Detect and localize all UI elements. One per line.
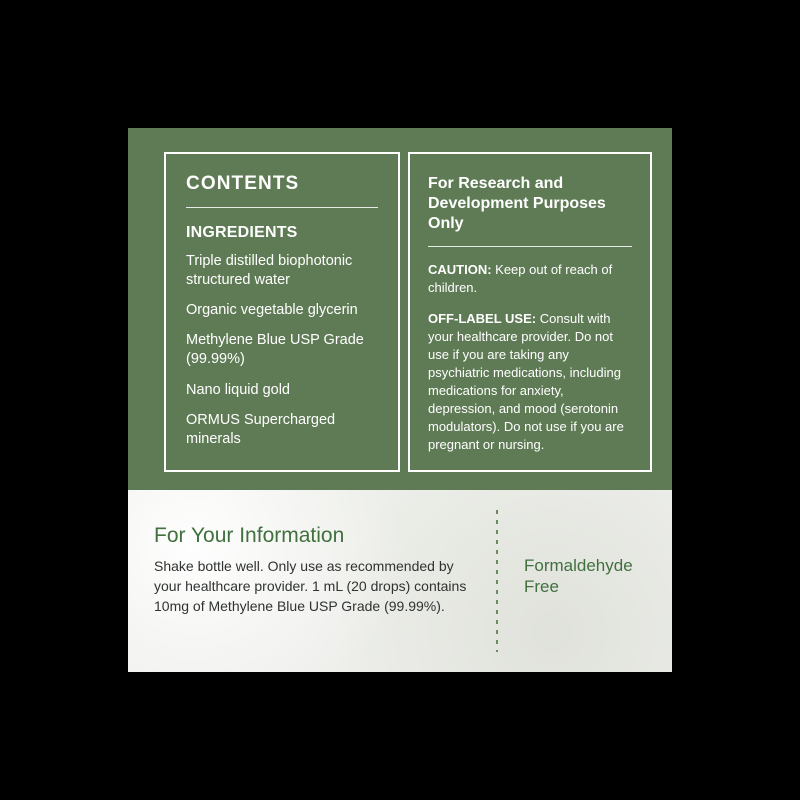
offlabel-paragraph [428, 310, 632, 454]
formaldehyde-free-badge: Formaldehyde Free [524, 556, 633, 596]
dotted-divider [496, 510, 498, 652]
ingredient-item: Methylene Blue USP Grade (99.99%) [186, 332, 364, 368]
information-left-column [154, 524, 474, 617]
ingredient-item: Nano liquid gold [186, 381, 290, 398]
research-title: For Research and Development Purposes Only [428, 175, 606, 233]
research-panel [408, 152, 652, 472]
research-divider [428, 246, 632, 247]
ingredient-item: Organic vegetable glycerin [186, 302, 358, 319]
contents-panel [164, 152, 400, 472]
contents-divider [186, 207, 378, 208]
ingredient-item: Triple distilled biophotonic structured water [186, 252, 353, 289]
offlabel-label: OFF-LABEL USE: [428, 311, 537, 327]
caution-label: CAUTION: [428, 262, 492, 278]
information-body: Shake bottle well. Only use as recommended by your healthcare provider. 1 mL (20 drops) contains 10mg of Methylene Blue USP Grade (99.99%). [154, 558, 467, 614]
product-label [128, 128, 672, 672]
contents-title: CONTENTS [186, 173, 300, 194]
ingredients-heading: INGREDIENTS [186, 223, 298, 241]
ingredient-item: ORMUS Supercharged minerals [186, 411, 336, 447]
caution-text: Keep out of reach of children. [428, 262, 613, 296]
offlabel-text: Consult with your healthcare provider. Do not use if you are taking any psychiatric medications, including medications for anxiety, depression, and mood (serotonin modulators). Do not use if you are pregnant or nursing. [428, 311, 624, 452]
information-right-column [524, 556, 656, 597]
caution-paragraph [428, 261, 632, 297]
information-panel [128, 490, 672, 672]
information-heading: For Your Information [154, 524, 345, 547]
